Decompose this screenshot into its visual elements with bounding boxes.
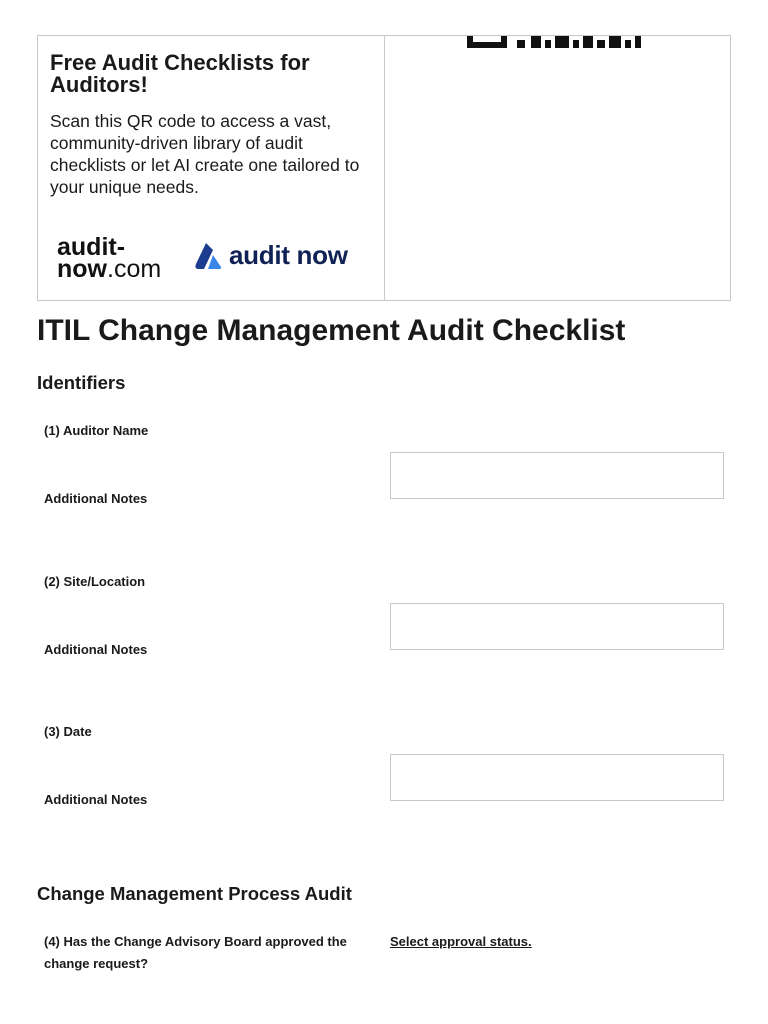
section-heading-process-audit: Change Management Process Audit [37, 883, 352, 904]
section-heading-identifiers: Identifiers [37, 372, 126, 393]
approval-status-select[interactable]: Select approval status. [390, 934, 532, 949]
date-input[interactable] [390, 754, 724, 801]
audit-now-mark-icon [194, 242, 224, 270]
auditor-name-input[interactable] [390, 452, 724, 499]
brand-domain-part-1: audit- [57, 233, 126, 261]
field-label-date: (3) Date [44, 724, 92, 739]
promo-text-panel [38, 36, 385, 300]
additional-notes-label: Additional Notes [44, 491, 148, 506]
additional-notes-label: Additional Notes [44, 642, 148, 657]
field-label-auditor-name: (1) Auditor Name [44, 423, 149, 438]
site-location-input[interactable] [390, 603, 724, 650]
qr-code-icon [467, 36, 647, 48]
brand-domain-part-2: now [57, 255, 107, 283]
brand-domain-suffix: .com [107, 255, 162, 283]
promo-description: Scan this QR code to access a vast, community-driven library of audit checklists or let AI create one tailored to your unique needs. [50, 111, 360, 197]
promo-banner [37, 35, 731, 301]
field-label-site-location: (2) Site/Location [44, 574, 146, 589]
qr-code-panel [385, 36, 730, 300]
audit-now-logo [194, 240, 348, 271]
logo-wordmark: audit now [229, 240, 348, 270]
page-title: ITIL Change Management Audit Checklist [37, 314, 626, 347]
additional-notes-label: Additional Notes [44, 792, 148, 807]
promo-title: Free Audit Checklists for Auditors! [50, 50, 310, 97]
question-cab-approval: (4) Has the Change Advisory Board approved the change request? [44, 934, 347, 971]
brand-domain[interactable] [57, 233, 162, 283]
